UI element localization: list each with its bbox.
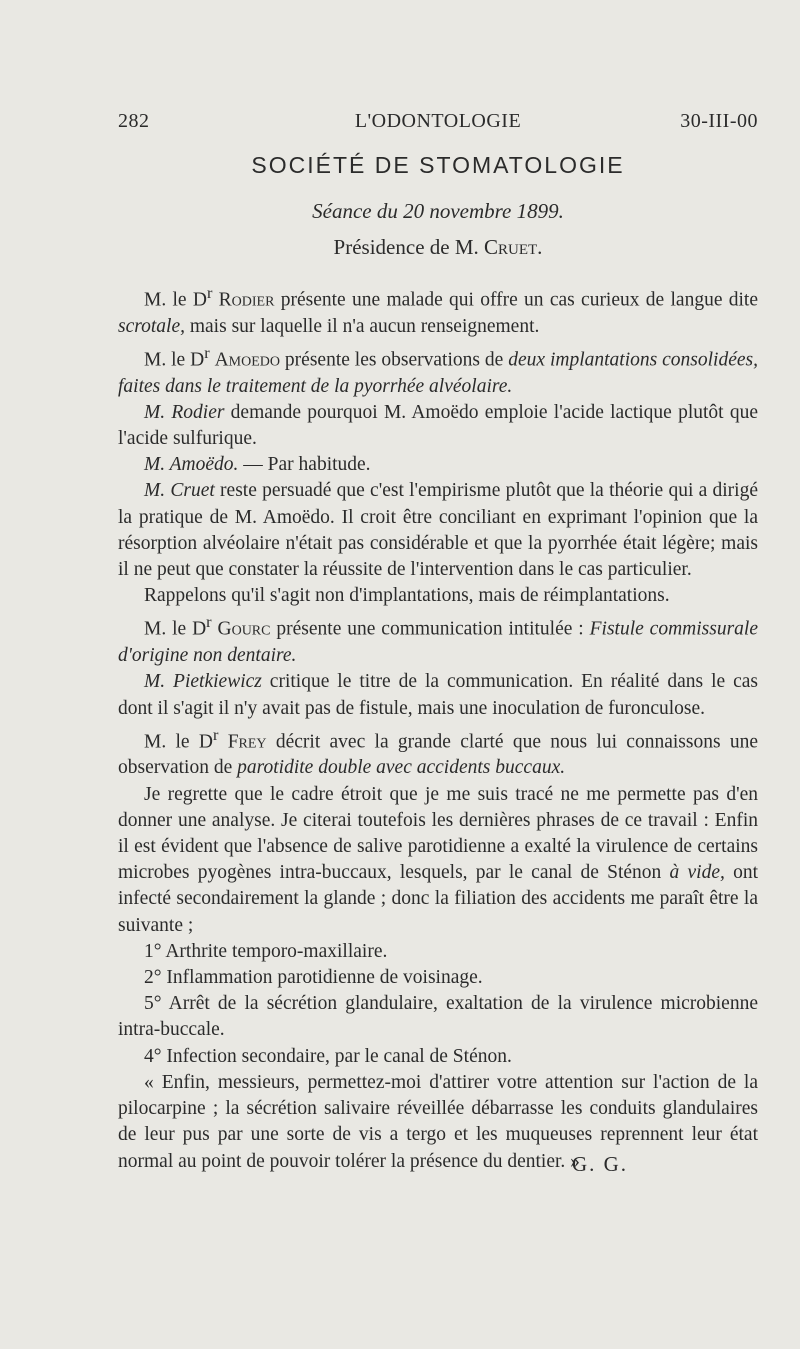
presidency-label: Présidence de M.	[333, 235, 479, 259]
paragraph-rodier	[118, 280, 758, 340]
p4-speaker: M. Amoëdo.	[144, 454, 239, 476]
p9-name: Frey	[227, 731, 267, 753]
p5-speaker: M. Cruet	[144, 480, 215, 502]
p1-text-c: mais sur laquelle il n'a aucun renseignement.	[184, 315, 540, 337]
p5-text: reste persuadé que c'est l'empirisme plutôt que la théorie qui a dirigé la pratique de M. Amoëdo. Il croit être conciliant en exprimant l'opinion que la résorption alvéolaire n'était pas considérable et que la pyorrhée était légère; mais il ne peut que constater la réussite de l'intervention dans le cas particulier.	[118, 480, 759, 581]
p3-speaker: M. Rodier	[144, 401, 225, 423]
paragraph-rodier-question	[118, 400, 758, 452]
p1-text-a: M. le D	[144, 289, 207, 311]
p1-name: Rodier	[218, 289, 275, 311]
p3-text: demande pourquoi M. Amoëdo emploie l'acide lactique plutôt que l'acide sulfurique.	[118, 401, 758, 450]
page-number: 282	[118, 110, 150, 132]
paragraph-citation	[118, 782, 758, 939]
list-item-1: 1° Arthrite temporo-maxillaire.	[144, 940, 388, 962]
paragraph-amoedo-answer	[118, 452, 758, 478]
p9-text-b: décrit avec la grande clarté que nous lui connaissons une observation de	[118, 731, 758, 779]
journal-title: L'ODONTOLOGIE	[354, 110, 522, 132]
article-body	[118, 280, 758, 1175]
presidency-line	[118, 235, 758, 260]
p1-text-b: présente une malade qui offre un cas curieux de langue dite	[274, 289, 758, 311]
running-header	[118, 110, 758, 140]
p7-name: Gourc	[217, 618, 271, 640]
p7-text-b: présente une communication intitulée :	[270, 618, 590, 640]
p2-name: Amoedo	[214, 349, 280, 371]
list-item-3: 5° Arrêt de la sécrétion glandulaire, exaltation de la virulence microbienne intra-buccale.	[118, 993, 758, 1041]
paragraph-cruet	[118, 478, 758, 583]
p7-text-a: M. le D	[144, 618, 207, 640]
p9-emphasis: parotidite double avec accidents buccaux.	[237, 757, 566, 779]
p7-emphasis: Fistule commissurale d'origine non dentaire.	[118, 618, 759, 667]
paragraph-reimplantations: Rappelons qu'il s'agit non d'implantations, mais de réimplantations.	[144, 585, 670, 607]
p10-text-b: ont infecté secondairement la glande ; donc la filiation des accidents me paraît être la suivante ;	[118, 862, 758, 936]
p9-sup: r	[212, 725, 219, 744]
p7-sup: r	[206, 613, 212, 632]
paragraph-pietkiewicz	[118, 669, 758, 721]
p2-text-a: M. le D	[144, 349, 205, 371]
p8-text: critique le titre de la communication. En réalité dans le cas dont il s'agit il n'y avait pas de fistule, mais une inoculation de furonculose.	[118, 671, 758, 719]
paragraph-gourc	[118, 609, 758, 669]
p10-text-a: Je regrette que le cadre étroit que je me suis tracé ne me permette pas d'en donner une analyse. Je citerai toutefois les dernières phrases de ce travail : Enfin il est évident que l'absence de salive parotidienne a exalté la virulence de certains microbes pyogènes intra-buccaux, lesquels, par le canal de Sténon	[118, 783, 758, 884]
p1-sup: r	[206, 284, 213, 302]
paragraph-amoedo	[118, 340, 758, 400]
president-name: Cruet.	[484, 235, 543, 259]
p4-text: — Par habitude.	[238, 454, 371, 476]
p10-emphasis: à vide,	[669, 862, 725, 884]
list-item-4: 4° Infection secondaire, par le canal de Sténon.	[144, 1045, 512, 1067]
p8-speaker: M. Pietkiewicz	[144, 671, 262, 693]
list-item-2: 2° Inflammation parotidienne de voisinage.	[144, 967, 483, 989]
paragraph-frey	[118, 722, 758, 782]
p2-sup: r	[204, 343, 210, 362]
session-date: Séance du 20 novembre 1899.	[312, 199, 564, 223]
signature: G. G.	[571, 1152, 629, 1176]
p2-text-b: présente les observations de	[280, 349, 509, 371]
p2-emphasis: deux implantations consolidées, faites dans le traitement de la pyorrhée alvéolaire.	[118, 349, 758, 397]
section-title: SOCIÉTÉ DE STOMATOLOGIE	[251, 152, 625, 178]
paragraph-conclusion: « Enfin, messieurs, permettez-moi d'attirer votre attention sur l'action de la pilocarpine ; la sécrétion salivaire réveillée débarrasse les conduits glandulaires de leur pus par une sorte de vis a tergo et les muqueuses reprennent leur état normal au point de pouvoir tolérer la présence du dentier. »	[118, 1071, 758, 1172]
issue-date: 30-III-00	[680, 110, 758, 132]
p1-emphasis: scrotale,	[118, 315, 185, 337]
p9-text-a: M. le D	[144, 731, 213, 753]
